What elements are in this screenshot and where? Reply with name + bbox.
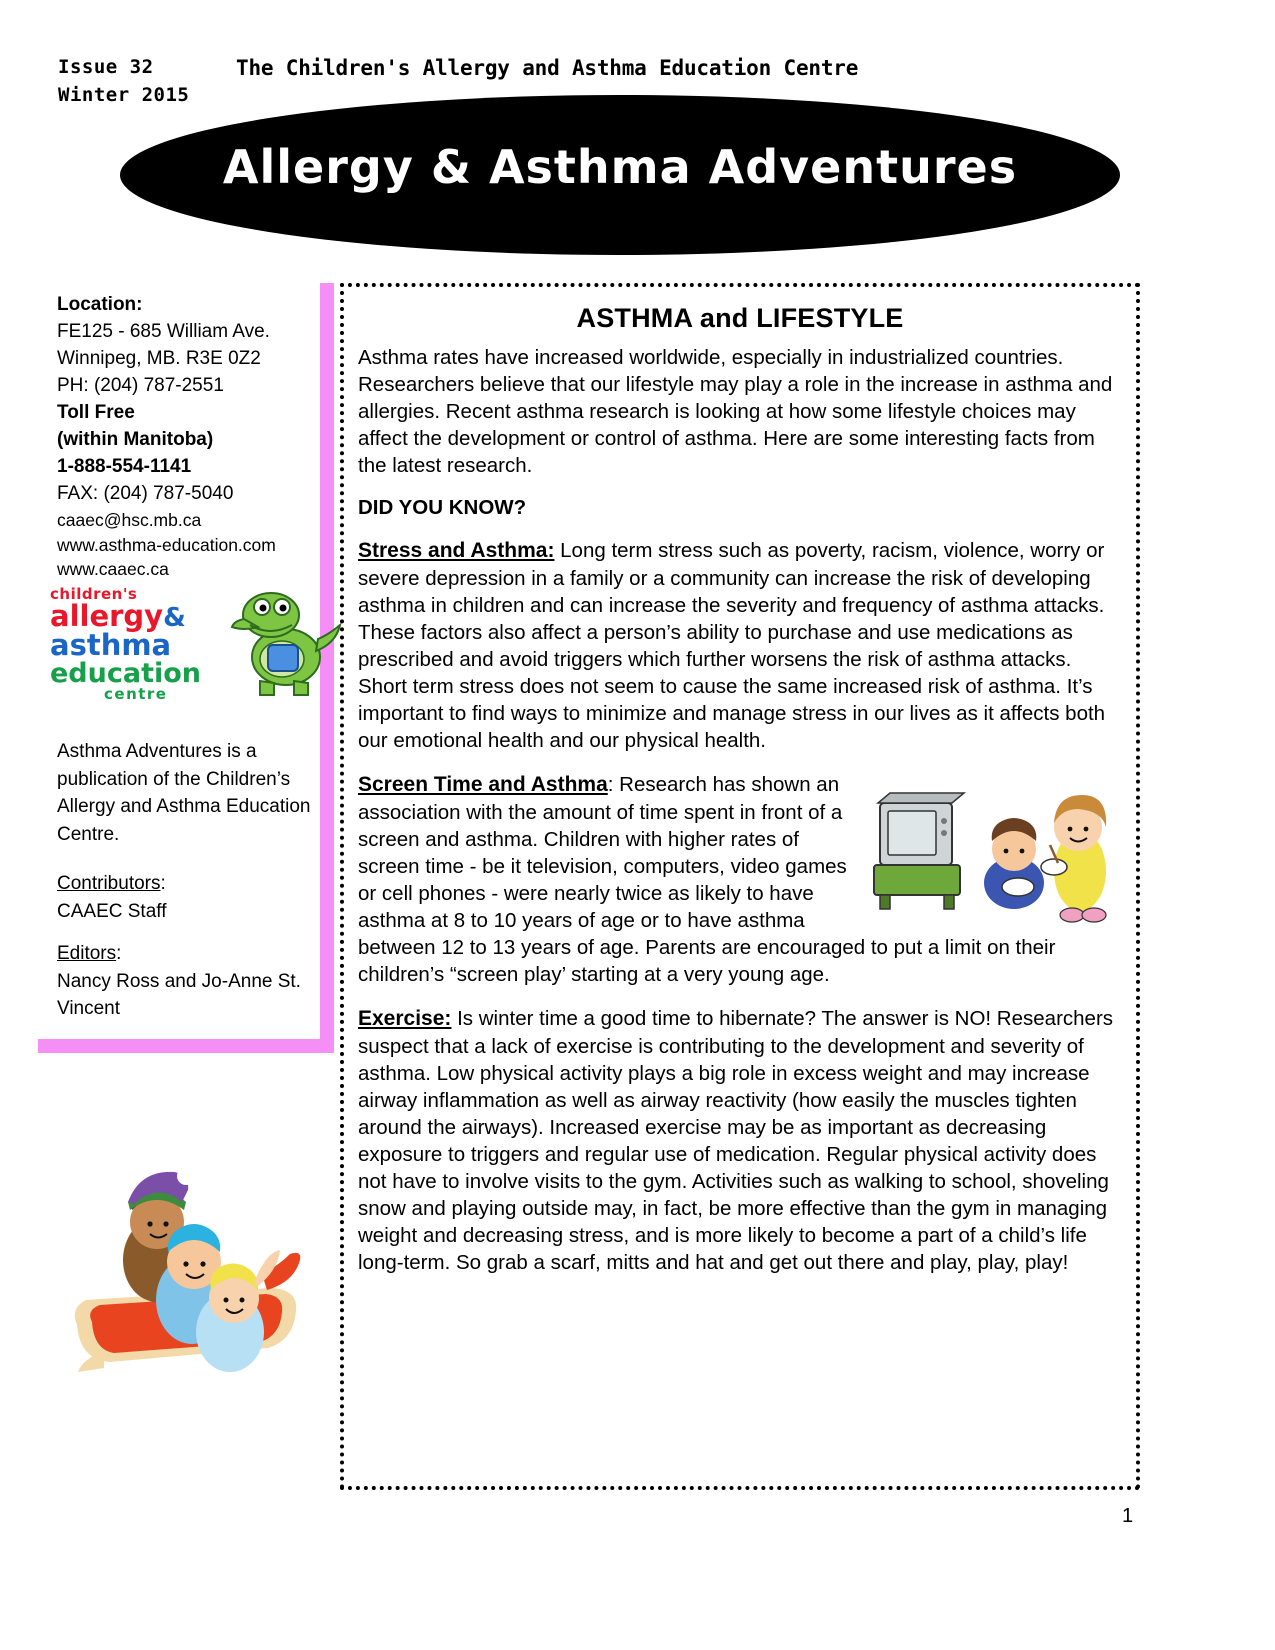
article-intro: Asthma rates have increased worldwide, especially in industrialized countries. Researchers believe that our lifestyle may play a role in the increase in asthma and allergies. Recent asthma research is looking at how some lifestyle choices may affect the development or control of asthma. Here are some interesting facts from the latest research. <box>358 346 1113 478</box>
crocodile-mascot-icon <box>224 585 344 705</box>
address-line-1: FE125 - 685 William Ave. <box>57 320 270 342</box>
location-label: Location: <box>57 294 143 315</box>
logo-line-asthma: asthma <box>50 628 172 662</box>
toll-free-label: Toll Free <box>57 401 135 423</box>
title-oval <box>120 95 1120 255</box>
section-screen-time-body: : Research has shown an association with the amount of time spent in front of a screen and asthma. Children with higher rates of screen time - be it television, computers, video games or cell phones - were nearly twice as likely to have asthma at 8 to 10 years of age or to have asthma between 12 to 13 years of age. Parents are encouraged to put a limit on their children’s “screen play’ starting at a very young age. <box>358 773 1056 987</box>
editors-label: Editors <box>57 943 117 964</box>
children-watching-tv-image <box>872 775 1122 925</box>
publication-note: Asthma Adventures is a publication of the Children’s Allergy and Asthma Education Centre. <box>57 741 311 845</box>
caaec-logo <box>46 585 326 720</box>
contributors-value: CAAEC Staff <box>57 900 167 922</box>
website-asthma-education[interactable]: www.asthma-education.com <box>57 534 276 555</box>
section-stress <box>358 537 1122 619</box>
masthead <box>0 0 1275 270</box>
section-exercise-body: Is winter time a good time to hibernate? The answer is NO! Researchers suspect that a lack of exercise is contributing to the development and severity of asthma. Low physical activity plays a big role in excess weight and may increase airway inflammation as well as airway reactivity (how easily the muscles tighten around the airways). Increased exercise may be as important as decreasing exposure to triggers and regular use of medication. Regular physical activity does not have to involve visits to the gym. Activities such as walking to school, shoveling snow and playing outside may, in fact, be more effective than the gym in managing weight and decreasing stress, and is more likely to become a part of a child’s life long-term. So grab a scarf, mitts and hat and get out there and play, play, play! <box>358 1007 1114 1275</box>
issue-number: Issue 32 <box>58 56 154 78</box>
editors-block: Editors: Nancy Ross and Jo-Anne St. Vincent <box>57 940 329 1023</box>
contributors-label: Contributors <box>57 873 161 894</box>
website-caaec[interactable]: www.caaec.ca <box>57 559 169 580</box>
logo-wordmark <box>50 587 230 702</box>
issue-block <box>58 54 189 109</box>
article-title: ASTHMA and LIFESTYLE <box>576 303 904 333</box>
section-stress-heading: Stress and Asthma: <box>358 539 555 563</box>
section-screen-time-heading: Screen Time and Asthma <box>358 773 608 797</box>
section-stress-body: Long term stress such as poverty, racism, violence, worry or severe depression in a family or a community can increase the risk of developing asthma in children and can increase the severity and frequency of asthma attacks. <box>358 539 1105 617</box>
logo-line-childrens: children's <box>50 585 138 603</box>
logo-allergy-text: allergy <box>50 599 164 633</box>
toll-free-region: (within Manitoba) <box>57 428 214 450</box>
toll-free-number: 1-888-554-1141 <box>57 455 192 477</box>
email-address[interactable]: caaec@hsc.mb.ca <box>57 509 202 530</box>
logo-line-education: education <box>50 658 202 689</box>
page-number: 1 <box>1122 1505 1134 1527</box>
phone-number: PH: (204) 787-2551 <box>57 374 224 396</box>
logo-ampersand: & <box>163 603 186 633</box>
address-line-2: Winnipeg, MB. R3E 0Z2 <box>57 347 261 369</box>
children-sledding-image <box>62 1110 312 1390</box>
article-panel <box>340 283 1140 1490</box>
contact-block <box>57 292 329 582</box>
section-screen-time <box>358 771 1122 988</box>
section-exercise-heading: Exercise: <box>358 1007 452 1031</box>
editors-value: Nancy Ross and Jo-Anne St. Vincent <box>57 970 301 1020</box>
section-stress-body-2: These factors also affect a person’s ability to purchase and use medications as prescribed and avoid triggers which further worsens the risk of asthma attacks. Short term stress does not seem to cause the same increased risk of asthma. It’s important to find ways to minimize and manage stress in our lives as it affects both our emotional health and our physical health. <box>358 621 1106 753</box>
issue-season: Winter 2015 <box>58 83 190 106</box>
did-you-know-heading: DID YOU KNOW? <box>358 496 527 520</box>
section-exercise <box>358 1005 1122 1276</box>
contributors-block: Contributors: CAAEC Staff <box>57 870 325 925</box>
fax-number: FAX: (204) 787-5040 <box>57 482 234 504</box>
newsletter-title: Allergy & Asthma Adventures <box>222 140 1018 194</box>
logo-line-allergy <box>50 599 230 633</box>
logo-line-centre: centre <box>104 685 168 703</box>
centre-name: The Children's Allergy and Asthma Education Centre <box>236 56 859 80</box>
